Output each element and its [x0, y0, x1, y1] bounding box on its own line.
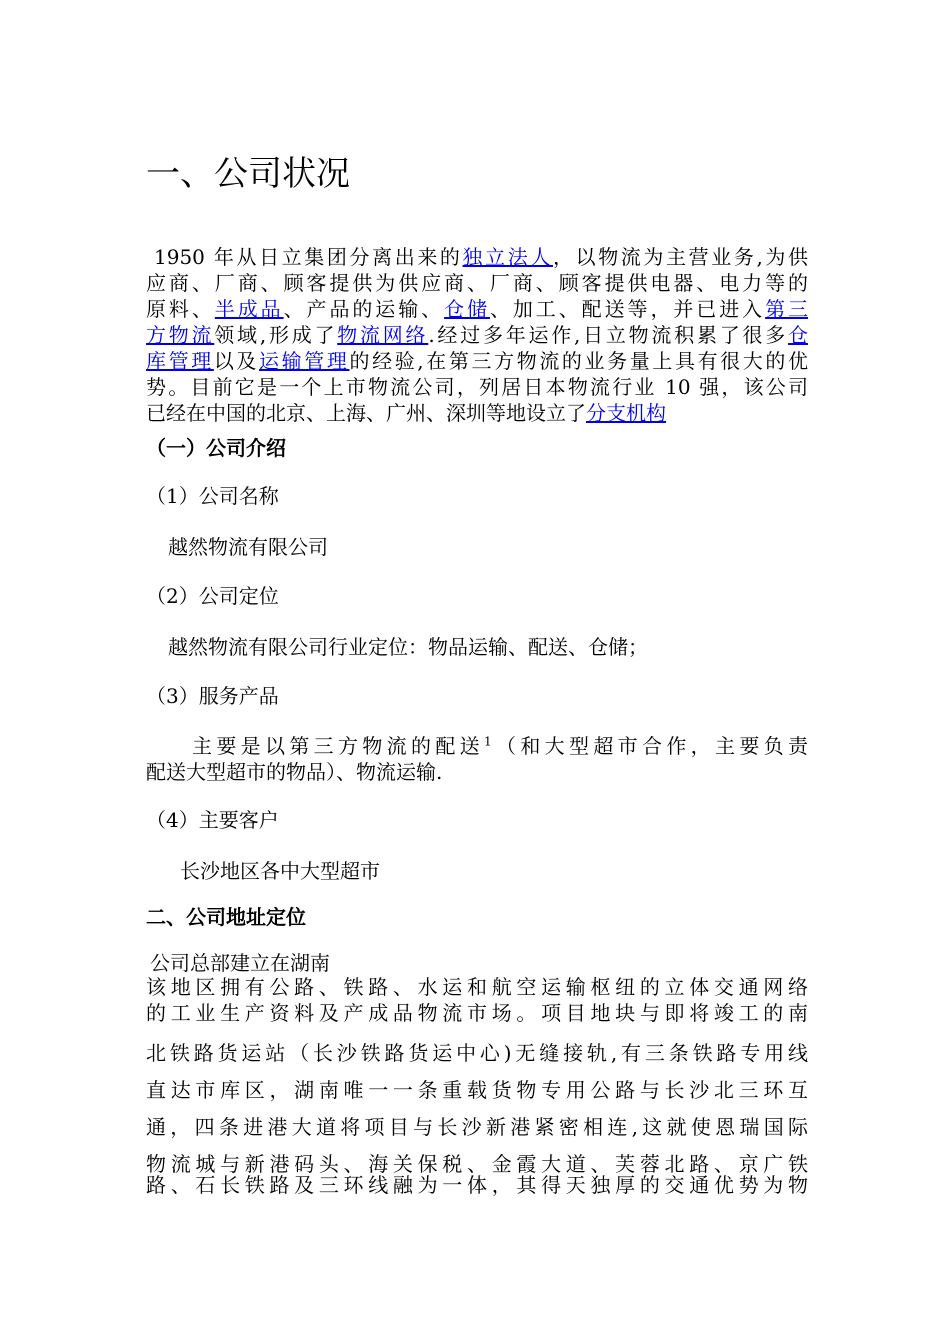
intro-text: .经过多年运作,日立物流积累了很多: [428, 323, 789, 347]
intro-line-1: [146, 244, 808, 270]
heading-company-intro: （一）公司介绍: [146, 436, 286, 460]
intro-text: 原料、: [146, 297, 215, 321]
item1-value: 越然物流有限公司: [168, 535, 328, 559]
location-line-2: 该地区拥有公路、铁路、水运和航空运输枢纽的立体交通网络: [146, 975, 808, 999]
intro-line-5: [146, 348, 808, 374]
item4-value: 长沙地区各中大型超市: [180, 859, 380, 883]
location-paragraph-a: [146, 974, 808, 1026]
intro-text: 已经在中国的北京、上海、广州、深圳等地设立了: [146, 401, 586, 425]
item3-text: 主要是以第三方物流的配送: [192, 734, 485, 758]
item3-label: （3）服务产品: [146, 684, 279, 708]
intro-text: 势。目前它是一个上市物流公司，列居日本物流行业 10 强，该公司: [146, 375, 808, 399]
item2-label: （2）公司定位: [146, 584, 279, 608]
location-line-6: 通，四条进港大道将项目与长沙新港紧密相连,这就使恩瑞国际: [146, 1115, 808, 1139]
intro-text: 、加工、配送等，并已进入: [489, 297, 766, 321]
location-paragraph-c: [146, 1172, 808, 1198]
item2-value: 越然物流有限公司行业定位：物品运输、配送、仓储；: [168, 635, 648, 659]
intro-line-2: [146, 270, 808, 296]
intro-line-4: [146, 322, 808, 348]
link-semi-finished[interactable]: 半成品: [214, 297, 284, 321]
intro-line-3: [146, 296, 808, 322]
item3-paragraph: [146, 733, 808, 785]
link-third-party-logistics[interactable]: 第三: [765, 297, 809, 321]
item3-text: 配送大型超市的物品）、物流运输.: [146, 760, 443, 784]
location-line-3: 的工业生产资料及产成品物流市场。项目地块与即将竣工的南: [146, 1001, 808, 1025]
location-line-1: 公司总部建立在湖南: [150, 951, 330, 975]
item1-label: （1）公司名称: [146, 484, 279, 508]
item3-text: （和大型超市合作，主要负责: [491, 734, 809, 758]
link-warehouse-management-cont[interactable]: 库管理: [146, 349, 214, 373]
intro-text: ，以物流为主营业务,为供: [552, 245, 809, 269]
heading-company-location: 二、公司地址定位: [146, 905, 306, 929]
intro-line-6: [146, 374, 808, 400]
intro-paragraph: [146, 244, 808, 426]
link-warehousing[interactable]: 仓储: [444, 297, 490, 321]
intro-line-7: [146, 400, 808, 426]
item4-label: （4）主要客户: [146, 808, 279, 832]
location-line-7: 物流城与新港码头、海关保税、金霞大道、芙蓉北路、京广铁: [146, 1152, 808, 1176]
link-transport-management[interactable]: 运输管理: [259, 349, 350, 373]
link-branch-offices[interactable]: 分支机构: [586, 401, 666, 425]
intro-text: 以及: [213, 349, 260, 373]
intro-text: 的经验,在第三方物流的业务量上具有很大的优: [349, 349, 809, 373]
location-line-5: 直达市库区，湖南唯一一条重载货物专用公路与长沙北三环互: [146, 1078, 808, 1102]
location-paragraph-b: [146, 1035, 808, 1183]
footnote-marker[interactable]: 1: [484, 734, 492, 749]
heading-company-status: 一、公司状况: [146, 154, 350, 194]
item3-line-2: [146, 759, 808, 785]
link-logistics-network[interactable]: 物流网络: [337, 323, 429, 347]
intro-text: 、产品的运输、: [283, 297, 445, 321]
location-line-8: 路、石长铁路及三环线融为一体，其得天独厚的交通优势为物: [146, 1173, 808, 1197]
intro-text: 应商、厂商、顾客提供为供应商、厂商、顾客提供电器、电力等的: [146, 271, 808, 295]
link-third-party-logistics-cont[interactable]: 方物流: [146, 323, 215, 347]
item3-line-1: [146, 733, 808, 759]
location-line-4: 北铁路货运站（长沙铁路货运中心)无缝接轨,有三条铁路专用线: [146, 1041, 808, 1065]
intro-text: 领域,形成了: [214, 323, 338, 347]
link-independent-legal-entity[interactable]: 独立法人: [462, 245, 553, 269]
intro-text: 1950 年从日立集团分离出来的: [154, 245, 463, 269]
link-warehouse-management[interactable]: 仓: [788, 323, 809, 347]
